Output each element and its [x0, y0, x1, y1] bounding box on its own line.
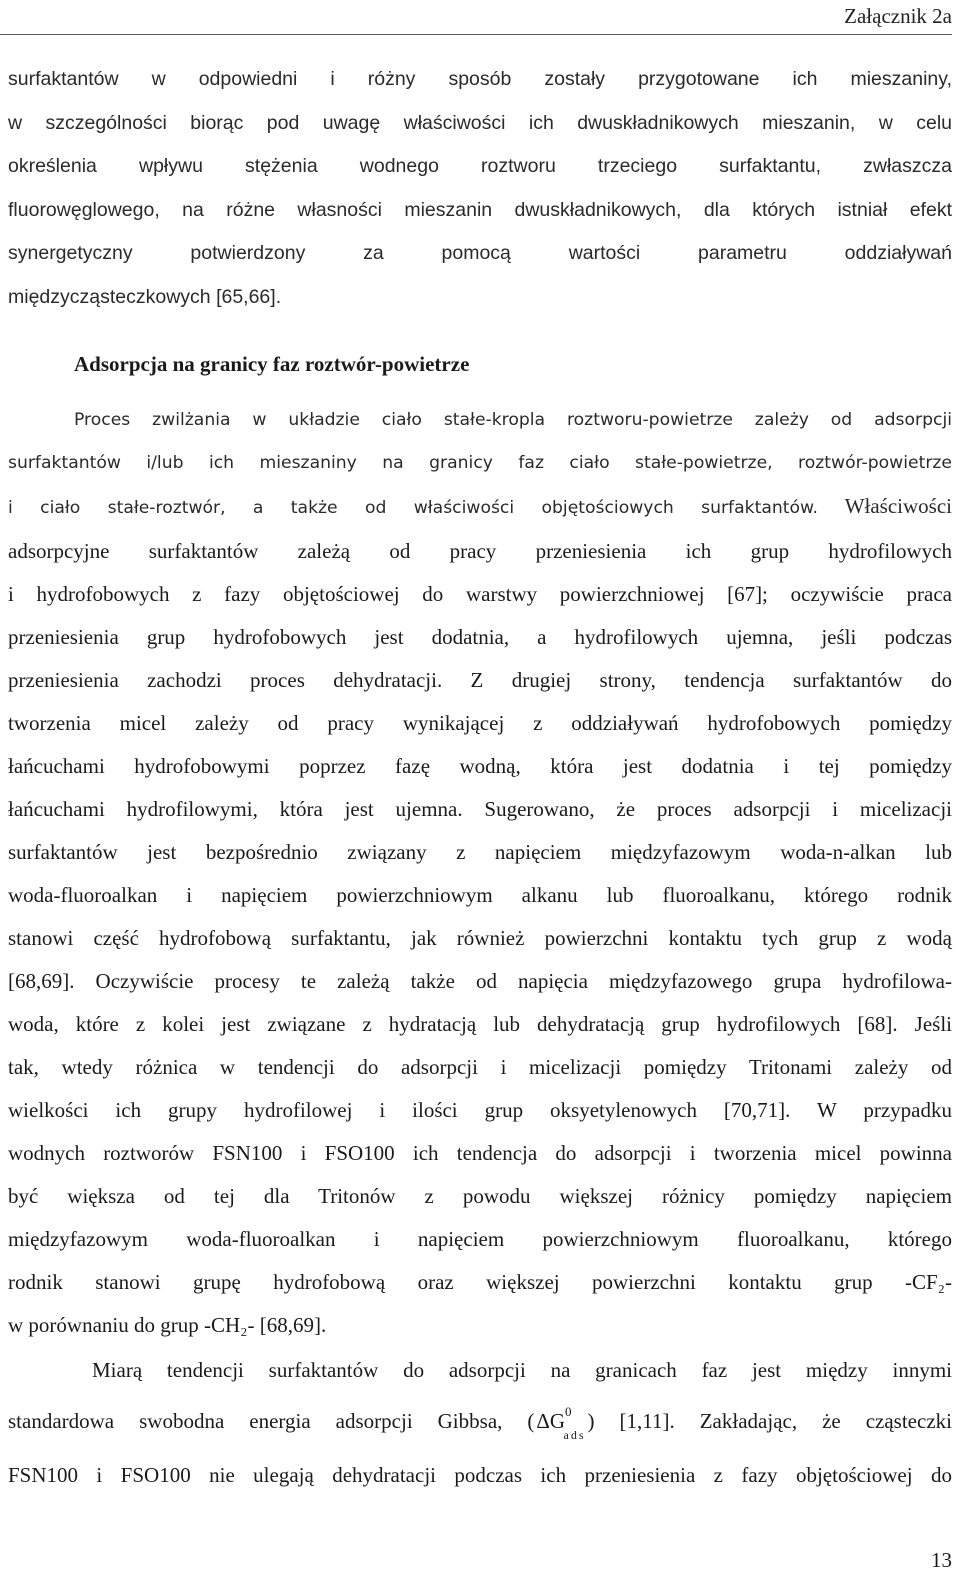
- text-line-mixed: [8, 485, 952, 530]
- text-line: fluorowęglowego, na różne własności mieszanin dwuskładnikowych, dla których istniał efekt: [8, 198, 952, 221]
- section-heading: Adsorpcja na granicy faz roztwór-powietrze: [74, 352, 470, 376]
- page-content: [8, 58, 952, 1498]
- paragraph-wetting: [8, 399, 952, 530]
- text-line: w szczególności biorąc pod uwagę właściwości ich dwuskładnikowych mieszanin, w celu: [8, 111, 952, 134]
- paragraph-gibbs: [8, 1347, 952, 1498]
- text-line: określenia wpływu stężenia wodnego roztworu trzeciego surfaktantu, zwłaszcza: [8, 155, 952, 177]
- text-line-gibbs: [8, 1393, 952, 1452]
- text-segment: i ciało stałe-roztwór, a także od właściwości objętościowych surfaktantów.: [8, 498, 818, 518]
- text-line: wielkości ich grupy hydrofilowej i ilości grup oksyetylenowych [70,71]. W przypadku: [8, 1098, 952, 1122]
- text-line: międzycząsteczkowych [65,66].: [8, 285, 282, 308]
- text-line: FSN100 i FSO100 nie ulegają dehydratacji podczas ich przeniesienia z fazy objętościowej do: [8, 1463, 952, 1488]
- text-line: rodnik stanowi grupę hydrofobową oraz większej powierzchni kontaktu grup -CF₂-: [8, 1270, 952, 1294]
- text-line: przeniesienia grup hydrofobowych jest dodatnia, a hydrofilowych ujemna, jeśli podczas: [8, 625, 952, 649]
- paragraph-intro: [8, 58, 952, 319]
- text-segment: standardowa swobodna energia adsorpcji Gibbsa, (: [8, 1409, 535, 1433]
- text-line: w porównaniu do grup -CH₂- [68,69].: [8, 1313, 327, 1337]
- gibbs-symbol-main: ΔG: [536, 1409, 566, 1433]
- gibbs-symbol-subscript: ads: [563, 1428, 586, 1443]
- text-line: przeniesienia zachodzi proces dehydratacji. Z drugiej strony, tendencja surfaktantów do: [8, 668, 952, 692]
- text-line: tak, wtedy różnica w tendencji do adsorpcji i micelizacji pomiędzy Tritonami zależy od: [8, 1055, 952, 1079]
- text-line: być większa od tej dla Tritonów z powodu większej różnicy pomiędzy napięciem: [8, 1184, 952, 1208]
- gibbs-energy-symbol: [534, 1393, 587, 1452]
- text-line: wodnych roztworów FSN100 i FSO100 ich tendencja do adsorpcji i tworzenia micel powinna: [8, 1141, 952, 1165]
- text-line: surfaktantów i/lub ich mieszaniny na granicy faz ciało stałe-powietrze, roztwór-powietrze: [8, 453, 952, 473]
- appendix-label: Załącznik 2a: [844, 4, 952, 28]
- text-line: synergetyczny potwierdzony za pomocą wartości parametru oddziaływań: [8, 242, 952, 264]
- text-line: Proces zwilżania w układzie ciało stałe-kropla roztworu-powietrze zależy od adsorpcji: [74, 410, 952, 430]
- text-line: adsorpcyjne surfaktantów zależą od pracy przeniesienia ich grup hydrofilowych: [8, 539, 952, 563]
- text-segment: ) [1,11]. Zakładając, że cząsteczki: [587, 1409, 952, 1433]
- text-segment-serif: Właściwości: [817, 494, 953, 518]
- header-rule: [0, 34, 952, 35]
- text-line: Miarą tendencji surfaktantów do adsorpcji na granicach faz jest między innymi: [92, 1358, 952, 1382]
- text-line: i hydrofobowych z fazy objętościowej do warstwy powierzchniowej [67]; oczywiście praca: [8, 582, 952, 606]
- text-line: woda, które z kolei jest związane z hydratacją lub dehydratacją grup hydrofilowych [68]. Jeśli: [8, 1012, 952, 1036]
- text-line: [68,69]. Oczywiście procesy te zależą także od napięcia międzyfazowego grupa hydrofilowa-: [8, 969, 952, 993]
- text-line: łańcuchami hydrofobowymi poprzez fazę wodną, która jest dodatnia i tej pomiędzy: [8, 754, 952, 778]
- page-number: 13: [931, 1548, 952, 1572]
- text-line: surfaktantów w odpowiedni i różny sposób zostały przygotowane ich mieszaniny,: [8, 68, 952, 90]
- text-line: stanowi część hydrofobową surfaktantu, jak również powierzchni kontaktu tych grup z wodą: [8, 926, 952, 950]
- gibbs-symbol-superscript: 0: [565, 1404, 572, 1419]
- text-line: tworzenia micel zależy od pracy wynikającej z oddziaływań hydrofobowych pomiędzy: [8, 711, 952, 735]
- text-line: międzyfazowym woda-fluoroalkan i napięciem powierzchniowym fluoroalkanu, którego: [8, 1227, 952, 1251]
- paragraph-adsorption: [8, 530, 952, 1347]
- text-line: woda-fluoroalkan i napięciem powierzchniowym alkanu lub fluoroalkanu, którego rodnik: [8, 883, 952, 907]
- text-line: łańcuchami hydrofilowymi, która jest ujemna. Sugerowano, że proces adsorpcji i micelizacji: [8, 797, 952, 821]
- text-line: surfaktantów jest bezpośrednio związany z napięciem międzyfazowym woda-n-alkan lub: [8, 840, 952, 864]
